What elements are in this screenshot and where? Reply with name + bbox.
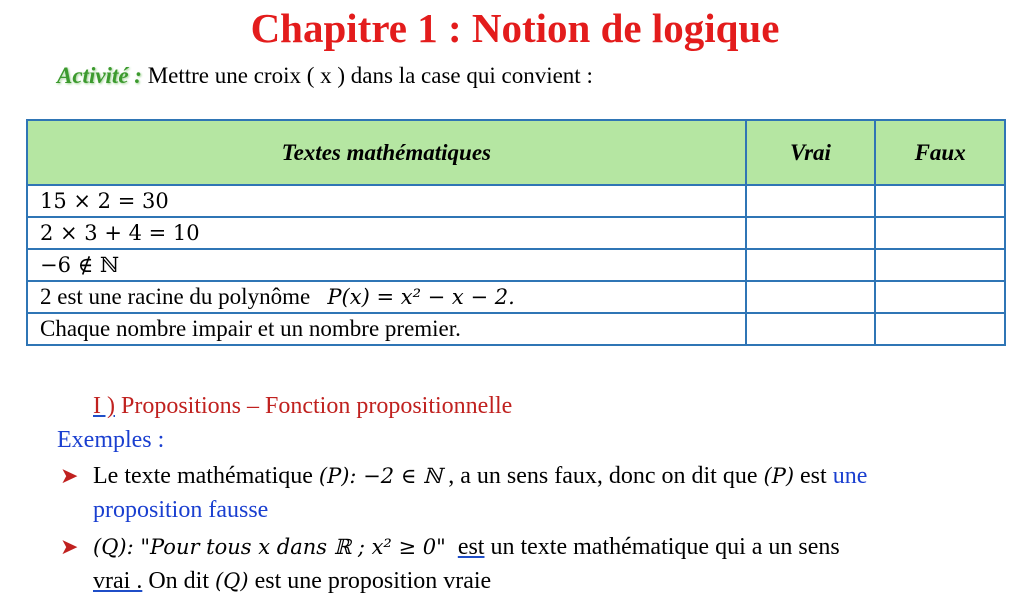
example-text: , a un sens faux, donc on dit que: [442, 463, 764, 489]
faux-cell[interactable]: [875, 249, 1005, 281]
row-text: [27, 217, 746, 249]
table-row: [27, 217, 1005, 249]
vrai-cell[interactable]: [746, 249, 876, 281]
example-1-line-1: [93, 459, 867, 493]
row-text: [27, 249, 746, 281]
vrai-cell[interactable]: [746, 313, 876, 345]
section-title: Propositions – Fonction propositionnelle: [114, 393, 513, 419]
vrai-cell[interactable]: [746, 281, 876, 313]
example-text: est une proposition vraie: [248, 568, 492, 594]
math-expression: (P): [763, 464, 795, 488]
header-faux: Faux: [875, 120, 1005, 185]
section-heading: [93, 391, 512, 421]
row-text: [27, 185, 746, 217]
section-number: I ): [93, 393, 115, 419]
math-expression: 15 × 2 = 30: [40, 189, 169, 213]
row-text: [27, 281, 746, 313]
math-expression: (Q):: [93, 535, 141, 559]
math-expression: 2 × 3 + 4 = 10: [40, 221, 200, 245]
math-expression: "Pour tous x dans ℝ ; x² ≥ 0": [140, 535, 446, 559]
math-expression: (Q): [214, 569, 249, 593]
example-2-line-1: [93, 530, 840, 564]
truth-table: [26, 119, 1006, 346]
exemples-label: Exemples :: [57, 427, 165, 453]
example-text: Le texte mathématique: [93, 463, 319, 489]
example-1-line-2: proposition fausse: [93, 497, 269, 523]
faux-cell[interactable]: [875, 313, 1005, 345]
example-2-line-2: [93, 564, 491, 598]
math-expression: P(x) = x² − x − 2.: [327, 285, 515, 309]
activity-text: Mettre une croix ( x ) dans la case qui convient :: [141, 63, 593, 88]
example-text: vrai .: [93, 568, 143, 594]
example-text: est: [457, 534, 485, 560]
row-text: [27, 313, 746, 345]
example-highlight: une: [832, 463, 868, 489]
table-row: [27, 249, 1005, 281]
header-textes: Textes mathématiques: [27, 120, 746, 185]
header-vrai: Vrai: [746, 120, 876, 185]
arrow-bullet-icon: ➤: [60, 463, 79, 488]
page-title: Chapitre 1 : Notion de logique: [250, 5, 780, 51]
table-header-row: [27, 120, 1005, 185]
faux-cell[interactable]: [875, 281, 1005, 313]
activity-label: Activité :: [57, 63, 142, 88]
faux-cell[interactable]: [875, 185, 1005, 217]
example-text: un texte mathématique qui a un sens: [484, 534, 840, 560]
row-text-label: 2 est une racine du polynôme: [40, 284, 311, 309]
row-text-label: Chaque nombre impair et un nombre premier.: [40, 316, 461, 341]
activity-instruction: [57, 60, 593, 92]
table-row: [27, 185, 1005, 217]
math-expression: −6 ∉ ℕ: [40, 253, 120, 277]
table-row: [27, 313, 1005, 345]
math-expression: (P): −2 ∈ ℕ: [318, 464, 443, 488]
faux-cell[interactable]: [875, 217, 1005, 249]
example-text: On dit: [142, 568, 215, 594]
vrai-cell[interactable]: [746, 217, 876, 249]
example-text: est: [794, 463, 833, 489]
table-row: [27, 281, 1005, 313]
vrai-cell[interactable]: [746, 185, 876, 217]
arrow-bullet-icon: ➤: [60, 534, 79, 559]
